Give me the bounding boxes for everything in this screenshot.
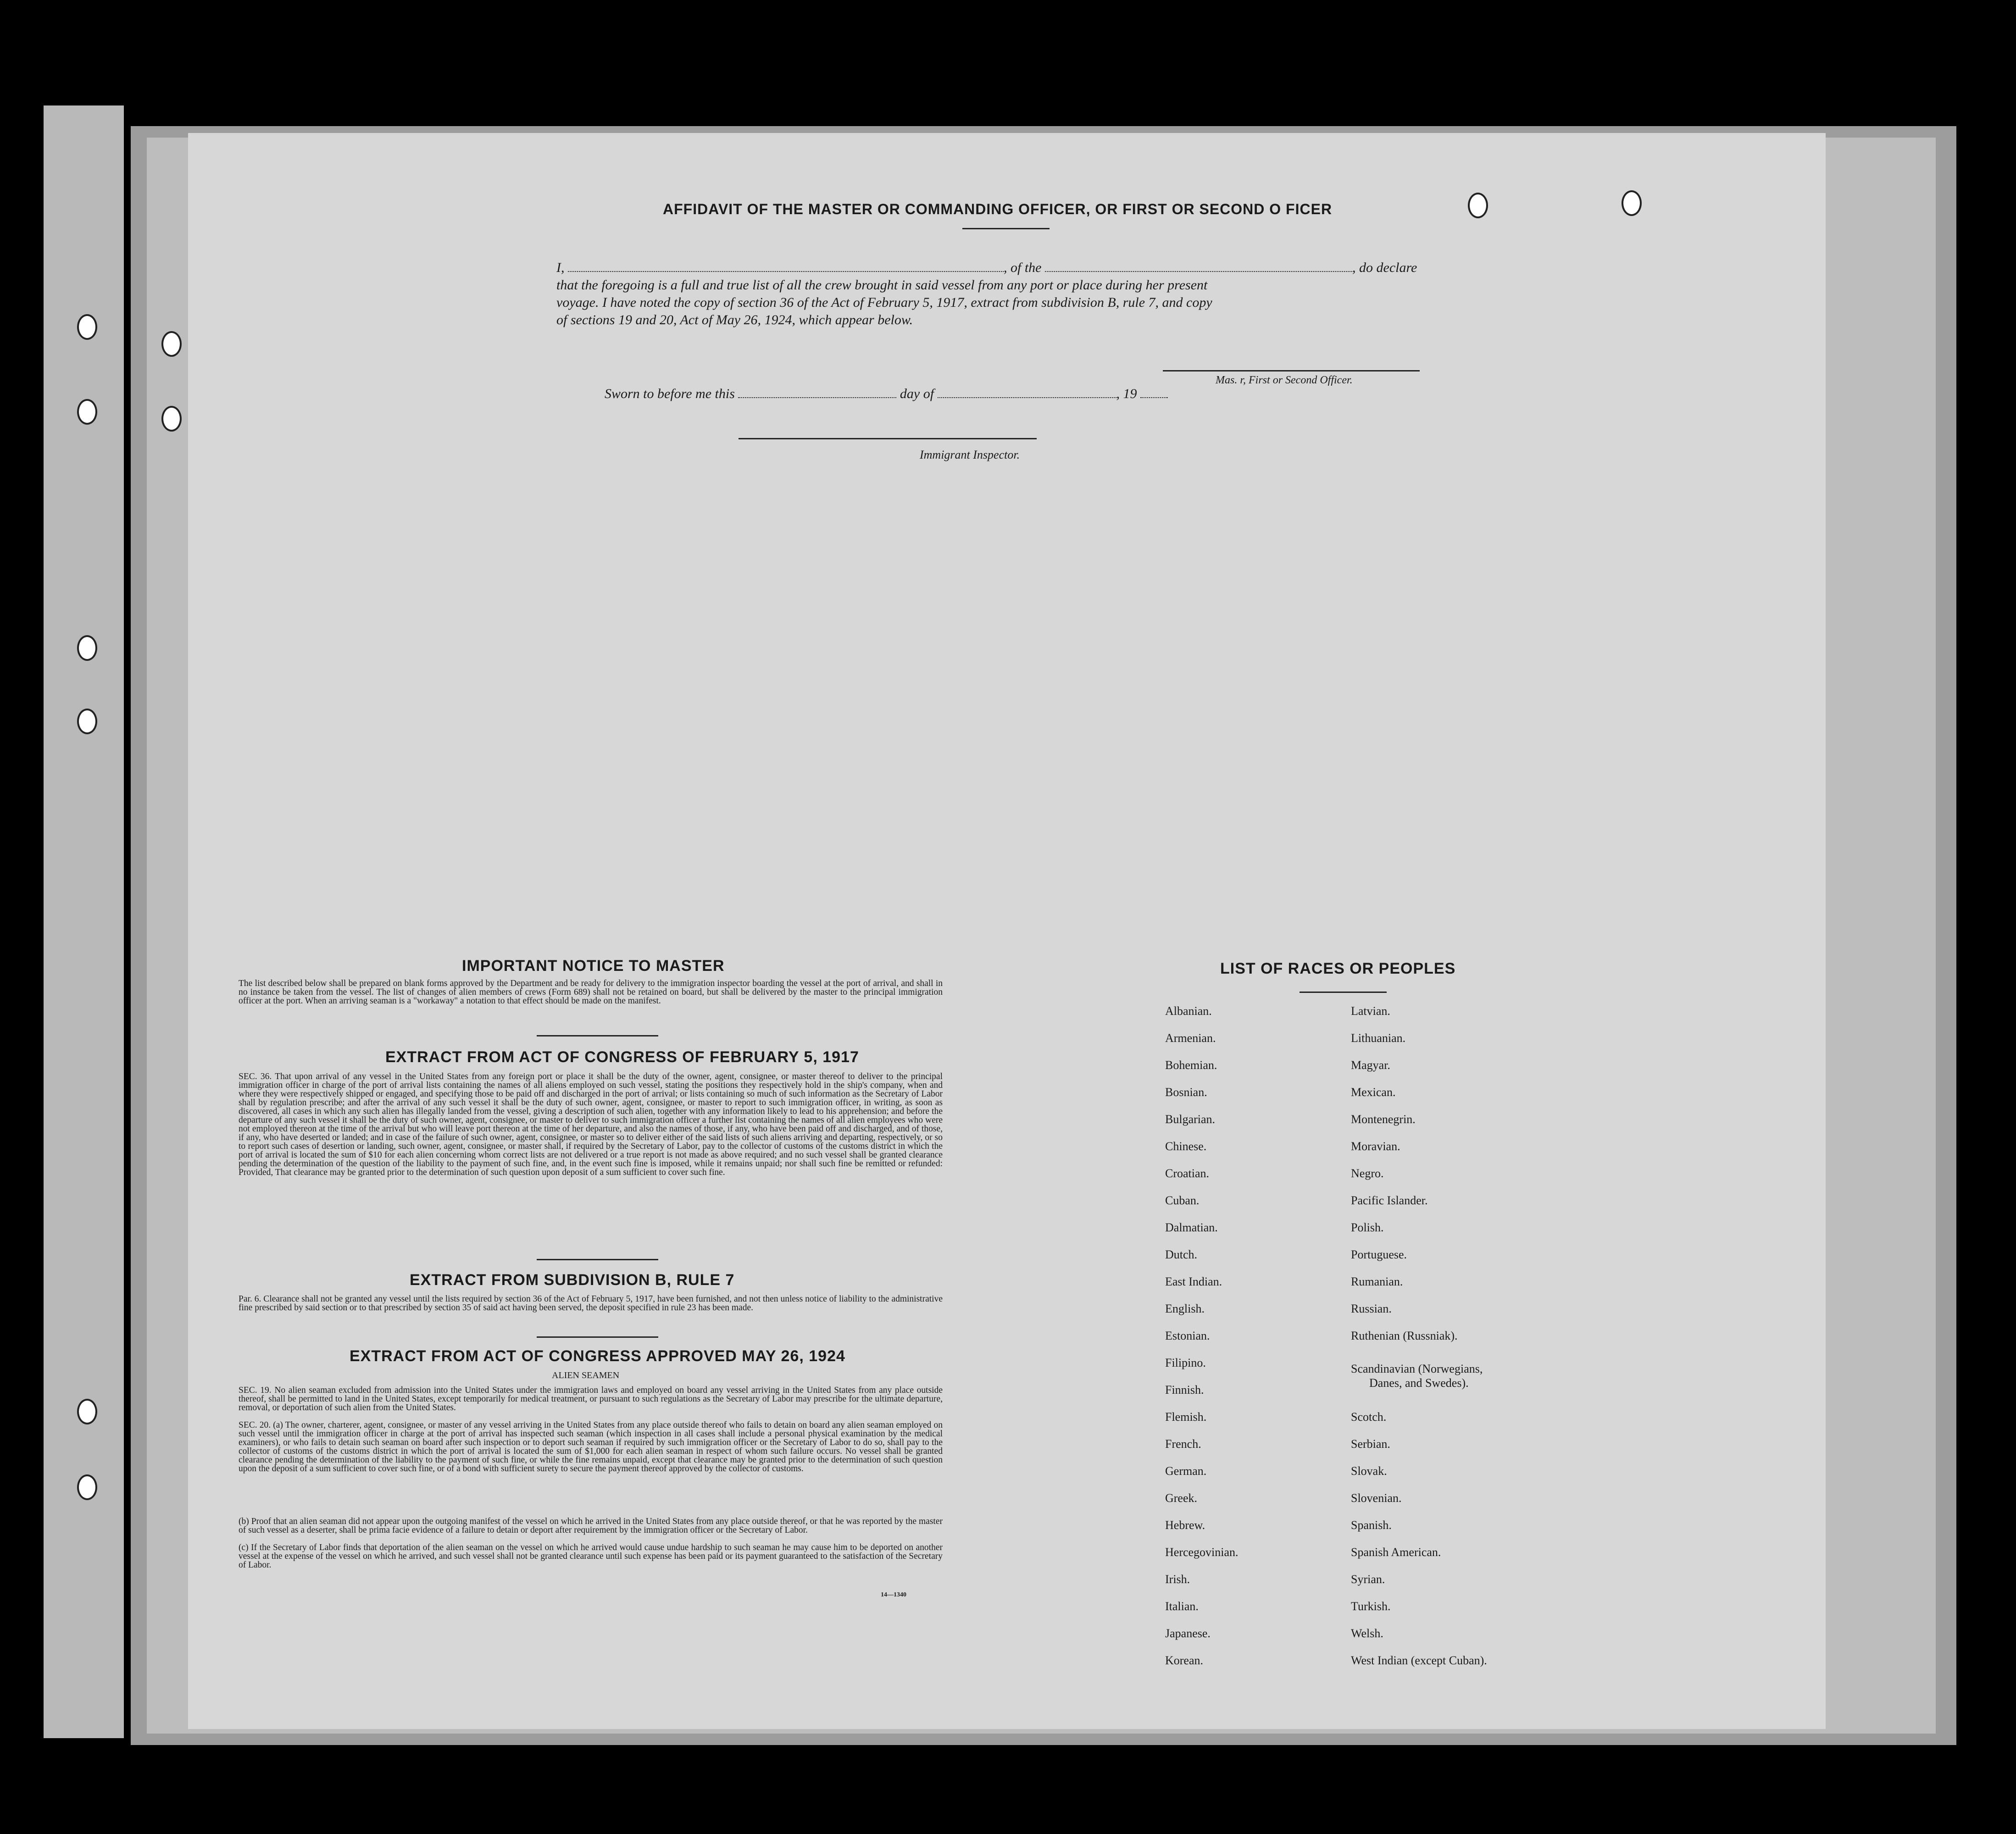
race-item: Spanish.: [1351, 1518, 1392, 1532]
race-item: Estonian.: [1165, 1329, 1210, 1342]
race-item: Danes, and Swedes).: [1369, 1376, 1469, 1390]
race-item: Hercegovinian.: [1165, 1546, 1238, 1559]
section-rule: [537, 1035, 658, 1036]
race-item: English.: [1165, 1302, 1205, 1315]
notice-title: IMPORTANT NOTICE TO MASTER: [462, 957, 725, 975]
extract-1924-sec20b: (b) Proof that an alien seaman did not appear upon the outgoing manifest of the vessel on which he arrived in the United States from any place outside thereof, or that he was reported by the master of such vessel as a deserter, shall be prima facie evidence of a failure to detain or deport after requirement by the immigration officer or the Secretary of Labor.: [239, 1517, 943, 1535]
extract-1924-sec19: SEC. 19. No alien seaman excluded from admission into the United States under the immigration laws and employed on board any vessel arriving in the United States from any place outside thereof, shall be permitted to land in the United States, except temporarily for medical treatment, or pursuant to such regulations as the Secretary of Labor may prescribe for the ultimate departure, removal, or deportation of such alien from the United States.: [239, 1385, 943, 1413]
race-item: Dalmatian.: [1165, 1221, 1218, 1234]
race-item: Dutch.: [1165, 1248, 1198, 1261]
race-item: Bosnian.: [1165, 1086, 1207, 1099]
sworn-year-field[interactable]: [1140, 386, 1168, 398]
declaration-line-3: of sections 19 and 20, Act of May 26, 1924, which appear below.: [556, 312, 913, 327]
title-rule: [962, 228, 1050, 229]
race-item: Flemish.: [1165, 1410, 1207, 1424]
notice-body: The list described below shall be prepared on blank forms approved by the Department and be ready for delivery to the immigration inspector boarding the vessel at the port of arrival, and shall in no instance be taken from the vessel. The list of changes of alien members of crews (Form 689) shall not be retained on board, but shall be delivered by the master to the principal immigration officer at the port. When an arriving seaman is a "workaway" a notation to that effect should be made on the manifest.: [239, 979, 943, 1006]
extract-1917-title: EXTRACT FROM ACT OF CONGRESS OF FEBRUARY 5, 1917: [385, 1048, 859, 1066]
race-item: French.: [1165, 1437, 1201, 1451]
punch-hole: [77, 635, 97, 661]
section-rule: [537, 1336, 658, 1338]
extract-1924-subtitle: ALIEN SEAMEN: [552, 1370, 620, 1380]
race-item: Bohemian.: [1165, 1058, 1217, 1072]
race-item: Italian.: [1165, 1600, 1199, 1613]
race-item: Finnish.: [1165, 1383, 1204, 1396]
year-label: , 19: [1116, 386, 1137, 401]
sworn-day-field[interactable]: [738, 386, 896, 398]
section-rule: [537, 1259, 658, 1260]
race-item: Slovenian.: [1351, 1491, 1402, 1505]
form-number: 14—1340: [881, 1591, 906, 1598]
extract-1917-body: SEC. 36. That upon arrival of any vessel in the United States from any foreign port or place it shall be the duty of the owner, agent, consignee, or master thereof to deliver to the principal immigration officer in charge of the port of arrival lists containing the names of all aliens employed on such vessel, stating the positions they respectively hold in the ship's company, when and where they were respectively shipped or engaged, and specifying those to be paid off and discharged in the port of arrival; or lists containing so much of such information as the Secretary of Labor shall by regulation prescribe; and after the arrival of any such vessel it shall be the duty of such owner, agent, consignee, or master to report to such immigration officer, in writing, as soon as discovered, all cases in which any such alien has illegally landed from the vessel, giving a description of such alien, together with any information likely to lead to his apprehension; and before the departure of any such vessel it shall be the duty of such owner, agent, consignee, or master to deliver to such immigration officer a further list containing the names of all alien employees who were not employed thereon at the time of the arrival but who will leave port thereon at the time of her departure, and also the names of those, if any, who have been paid off and discharged, and of those, if any, who have deserted or landed; and in case of the failure of such owner, agent, consignee, or master so to deliver either of the said lists of such aliens arriving and departing, respectively, or so to report such cases of desertion or landing, such owner, agent, consignee, or master shall, if required by the Secretary of Labor, pay to the collector of customs of the customs district in which the port of arrival is located the sum of $10 for each alien concerning whom correct lists are not delivered or a true report is not made as above required; and no such vessel shall be granted clearance pending the determination of the question of the liability to the payment of such fine, and, in the event such fine is imposed, while it remains unpaid; nor shall such fine be remitted or refunded: Provided, That clearance may be granted prior to the determination of such question upon deposit of a sum sufficient to cover such fine.: [239, 1072, 943, 1177]
race-item: Rumanian.: [1351, 1275, 1403, 1288]
race-item: Japanese.: [1165, 1627, 1211, 1640]
races-title-rule: [1300, 992, 1387, 993]
declaration-line-1: that the foregoing is a full and true list of all the crew brought in said vessel from any port or place during her present: [556, 277, 1208, 293]
extract-1924-sec20a: SEC. 20. (a) The owner, charterer, agent, consignee, or master of any vessel arriving in the United States from any place outside thereof who fails to detain on board any alien seaman employed on such vessel until the immigration officer in charge at the port of arrival has inspected such seaman (which inspection in all cases shall include a personal physical examination by the medical examiners), or who fails to detain such seaman on board after such inspection or to deport such seaman if required by such immigration officer or the Secretary of Labor to do so, shall pay to the collector of customs of the customs district in which the port of arrival is located the sum of $1,000 for each alien seaman in respect of whom such failure occurs. No vessel shall be granted clearance pending the determination of the liability to the payment of such fine, or while the fine remains unpaid, except that clearance may be granted prior to the determination of such question upon the deposit of a sum sufficient to cover such fine, or of a bond with sufficient surety to secure the payment thereof approved by the collector of customs.: [239, 1420, 943, 1474]
races-title: LIST OF RACES OR PEOPLES: [1220, 960, 1456, 977]
sworn-label: Sworn to before me this: [605, 386, 735, 401]
punch-hole: [161, 406, 182, 432]
race-item: Portuguese.: [1351, 1248, 1407, 1261]
extract-1924-sec20c: (c) If the Secretary of Labor finds that deportation of the alien seaman on the vessel on which he arrived would cause undue hardship to such seaman he may cause him to be deported on another vessel at the expense of the vessel on which he arrived, and such vessel shall not be granted clearance until such expense has been paid or its payment guaranteed to the satisfaction of the Secretary of Labor.: [239, 1543, 943, 1570]
race-item: Spanish American.: [1351, 1546, 1441, 1559]
race-item: Slovak.: [1351, 1464, 1387, 1478]
race-item: East Indian.: [1165, 1275, 1222, 1288]
do-declare-label: , do declare: [1352, 260, 1417, 275]
affidavit-title: AFFIDAVIT OF THE MASTER OR COMMANDING OFFICER, OR FIRST OR SECOND O FICER: [663, 201, 1333, 217]
form-sheet: [188, 133, 1826, 1729]
inspector-signature-label: Immigrant Inspector.: [920, 448, 1020, 461]
race-item: Ruthenian (Russniak).: [1351, 1329, 1458, 1342]
race-item: Albanian.: [1165, 1004, 1212, 1018]
race-item: Syrian.: [1351, 1573, 1385, 1586]
race-item: Turkish.: [1351, 1600, 1391, 1613]
punch-hole: [161, 331, 182, 357]
race-item: Magyar.: [1351, 1058, 1390, 1072]
race-item: Korean.: [1165, 1654, 1204, 1667]
punch-hole: [1468, 193, 1488, 218]
punch-hole: [77, 709, 97, 734]
race-item: Cuban.: [1165, 1194, 1200, 1207]
race-item: Pacific Islander.: [1351, 1194, 1428, 1207]
race-item: Moravian.: [1351, 1140, 1400, 1153]
race-item: Armenian.: [1165, 1031, 1216, 1045]
punch-hole: [77, 1474, 97, 1500]
race-item: German.: [1165, 1464, 1207, 1478]
of-the-label: , of the: [1004, 260, 1042, 275]
race-item: Croatian.: [1165, 1167, 1210, 1180]
race-item: Lithuanian.: [1351, 1031, 1406, 1045]
race-item: Chinese.: [1165, 1140, 1207, 1153]
declaration-line-2: voyage. I have noted the copy of section 36 of the Act of February 5, 1917, extract from subdivision B, rule 7, and copy: [556, 295, 1212, 310]
race-item: Montenegrin.: [1351, 1113, 1416, 1126]
race-item: Russian.: [1351, 1302, 1392, 1315]
punch-hole: [1622, 190, 1642, 216]
sworn-line: [605, 386, 1168, 402]
declaration-text: [556, 259, 1455, 329]
race-item: Serbian.: [1351, 1437, 1390, 1451]
race-item: Scandinavian (Norwegians,: [1351, 1362, 1483, 1375]
race-item: Irish.: [1165, 1573, 1190, 1586]
day-of-label: day of: [900, 386, 934, 401]
master-signature-line[interactable]: [1163, 370, 1420, 371]
punch-hole: [77, 1399, 97, 1424]
sworn-month-field[interactable]: [938, 386, 1116, 398]
race-item: Polish.: [1351, 1221, 1384, 1234]
master-signature-label: Mas. r, First or Second Officer.: [1216, 374, 1353, 386]
extract-rule7-body: Par. 6. Clearance shall not be granted any vessel until the lists required by section 36 of the Act of February 5, 1917, have been furnished, and not then unless notice of liability to the administrative fine prescribed by said section or to that prescribed by section 35 of said act having been served, the deposit specified in rule 23 has been made.: [239, 1294, 943, 1313]
race-item: Mexican.: [1351, 1086, 1396, 1099]
punch-hole: [77, 399, 97, 425]
inspector-signature-line[interactable]: [739, 438, 1037, 439]
extract-1924-title: EXTRACT FROM ACT OF CONGRESS APPROVED MAY 26, 1924: [350, 1347, 845, 1365]
race-item: Scotch.: [1351, 1410, 1387, 1424]
punch-hole: [77, 314, 97, 340]
race-item: Negro.: [1351, 1167, 1384, 1180]
extract-rule7-title: EXTRACT FROM SUBDIVISION B, RULE 7: [410, 1271, 735, 1289]
race-item: Hebrew.: [1165, 1518, 1205, 1532]
vessel-name-field[interactable]: [1045, 260, 1352, 272]
race-item: Greek.: [1165, 1491, 1198, 1505]
declarant-label: I,: [556, 260, 565, 275]
race-item: Welsh.: [1351, 1627, 1383, 1640]
race-item: West Indian (except Cuban).: [1351, 1654, 1487, 1667]
race-item: Bulgarian.: [1165, 1113, 1216, 1126]
race-item: Latvian.: [1351, 1004, 1390, 1018]
declarant-name-field[interactable]: [568, 260, 1004, 272]
race-item: Filipino.: [1165, 1356, 1206, 1369]
